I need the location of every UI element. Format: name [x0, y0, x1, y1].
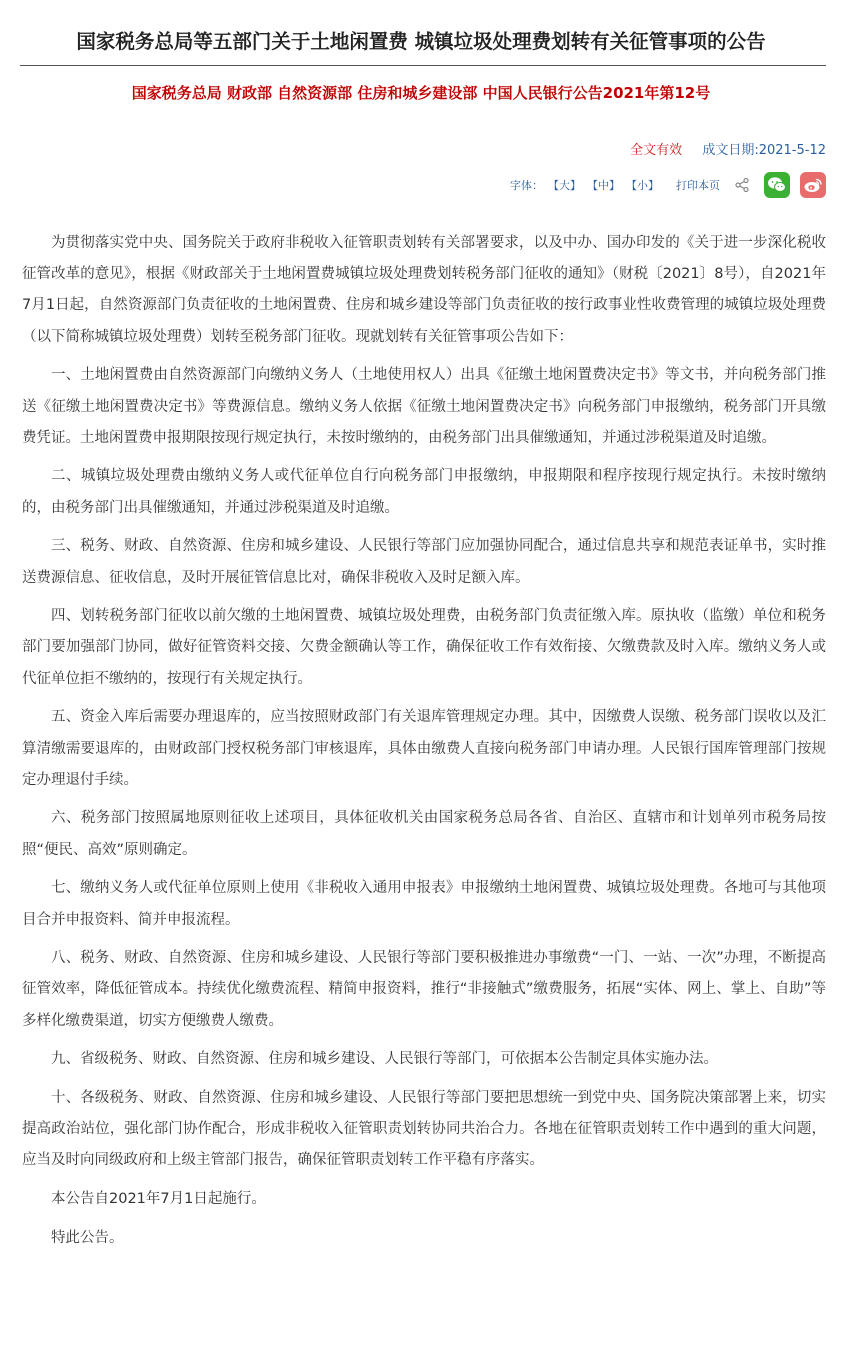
paragraph-item-10: 十、各级税务、财政、自然资源、住房和城乡建设、人民银行等部门要把思想统一到党中央、国务院决策部署上来，切实提高政治站位，强化部门协作配合，形成非税收入征管职责划转协同共治合力。各地在征管职责划转工作中遇到的重大问题，应当及时向同级政府和上级主管部门报告，确保征管职责划转工作平稳有序落实。: [22, 1090, 826, 1169]
paragraph-item-1: 一、土地闲置费由自然资源部门向缴纳义务人（土地使用权人）出具《征缴土地闲置费决定书》等文书，并向税务部门推送《征缴土地闲置费决定书》等费源信息。缴纳义务人依据《征缴土地闲置费决定书》向税务部门申报缴纳，税务部门开具缴费凭证。土地闲置费申报期限按现行规定执行，未按时缴纳的，由税务部门出具催缴通知，并通过涉税渠道及时追缴。: [22, 367, 826, 446]
validity-status: 全文有效: [630, 143, 683, 158]
paragraph-closing: 特此公告。: [51, 1229, 124, 1246]
document-meta: [630, 139, 826, 158]
paragraph-item-8: 八、税务、财政、自然资源、住房和城乡建设、人民银行等部门要积极推进办事缴费“一门、一站、一次”办理，不断提高征管效率，降低征管成本。持续优化缴费流程、精简申报资料，推行“非接触式”缴费服务，拓展“实体、网上、掌上、自助”等多样化缴费渠道，切实方便缴费人缴费。: [22, 950, 826, 1029]
font-size-small-button[interactable]: 【小】: [626, 179, 659, 192]
document-number: 国家税务总局 财政部 自然资源部 住房和城乡建设部 中国人民银行公告2021年第12号: [131, 84, 711, 102]
paragraph-item-4: 四、划转税务部门征收以前欠缴的土地闲置费、城镇垃圾处理费，由税务部门负责征缴入库。原执收（监缴）单位和税务部门要加强部门协同，做好征管资料交接、欠费金额确认等工作，确保征收工作有效衔接、欠缴费款及时入库。缴纳义务人或代征单位拒不缴纳的，按现行有关规定执行。: [22, 608, 826, 687]
page-title: 国家税务总局等五部门关于土地闲置费 城镇垃圾处理费划转有关征管事项的公告: [76, 30, 766, 53]
weibo-icon[interactable]: [800, 172, 826, 198]
font-size-label: 字体：: [510, 179, 543, 192]
paragraph-item-6: 六、税务部门按照属地原则征收上述项目，具体征收机关由国家税务总局各省、自治区、直辖市和计划单列市税务局按照“便民、高效”原则确定。: [22, 810, 826, 858]
article-body: [22, 228, 826, 1262]
share-icon[interactable]: [734, 177, 750, 193]
paragraph-effective-date: 本公告自2021年7月1日起施行。: [51, 1191, 266, 1208]
paragraph-intro: 为贯彻落实党中央、国务院关于政府非税收入征管职责划转有关部署要求，以及中办、国办印发的《关于进一步深化税收征管改革的意见》，根据《财政部关于土地闲置费城镇垃圾处理费划转税务部门征收的通知》（财税〔2021〕8号），自2021年7月1日起，自然资源部门负责征收的土地闲置费、住房和城乡建设等部门负责征收的按行政事业性收费管理的城镇垃圾处理费（以下简称城镇垃圾处理费）划转至税务部门征收。现就划转有关征管事项公告如下：: [22, 235, 826, 345]
print-page-link[interactable]: 打印本页: [676, 179, 720, 192]
font-size-large-button[interactable]: 【大】: [548, 179, 581, 192]
article-toolbar: [510, 170, 826, 200]
title-divider: [20, 65, 826, 66]
paragraph-item-3: 三、税务、财政、自然资源、住房和城乡建设、人民银行等部门应加强协同配合，通过信息共享和规范表证单书，实时推送费源信息、征收信息，及时开展征管信息比对，确保非税收入及时足额入库。: [22, 538, 826, 586]
paragraph-item-7: 七、缴纳义务人或代征单位原则上使用《非税收入通用申报表》申报缴纳土地闲置费、城镇垃圾处理费。各地可与其他项目合并申报资料、简并申报流程。: [22, 880, 826, 928]
paragraph-item-5: 五、资金入库后需要办理退库的，应当按照财政部门有关退库管理规定办理。其中，因缴费人误缴、税务部门误收以及汇算清缴需要退库的，由财政部门授权税务部门审核退库，具体由缴费人直接向税务部门申请办理。人民银行国库管理部门按规定办理退付手续。: [22, 709, 826, 788]
font-size-medium-button[interactable]: 【中】: [587, 179, 620, 192]
paragraph-item-2: 二、城镇垃圾处理费由缴纳义务人或代征单位自行向税务部门申报缴纳，申报期限和程序按现行规定执行。未按时缴纳的，由税务部门出具催缴通知，并通过涉税渠道及时追缴。: [22, 468, 826, 516]
paragraph-item-9: 九、省级税务、财政、自然资源、住房和城乡建设、人民银行等部门，可依据本公告制定具体实施办法。: [51, 1051, 718, 1068]
wechat-icon[interactable]: [764, 172, 790, 198]
issue-date: 成文日期:2021-5-12: [702, 143, 826, 158]
